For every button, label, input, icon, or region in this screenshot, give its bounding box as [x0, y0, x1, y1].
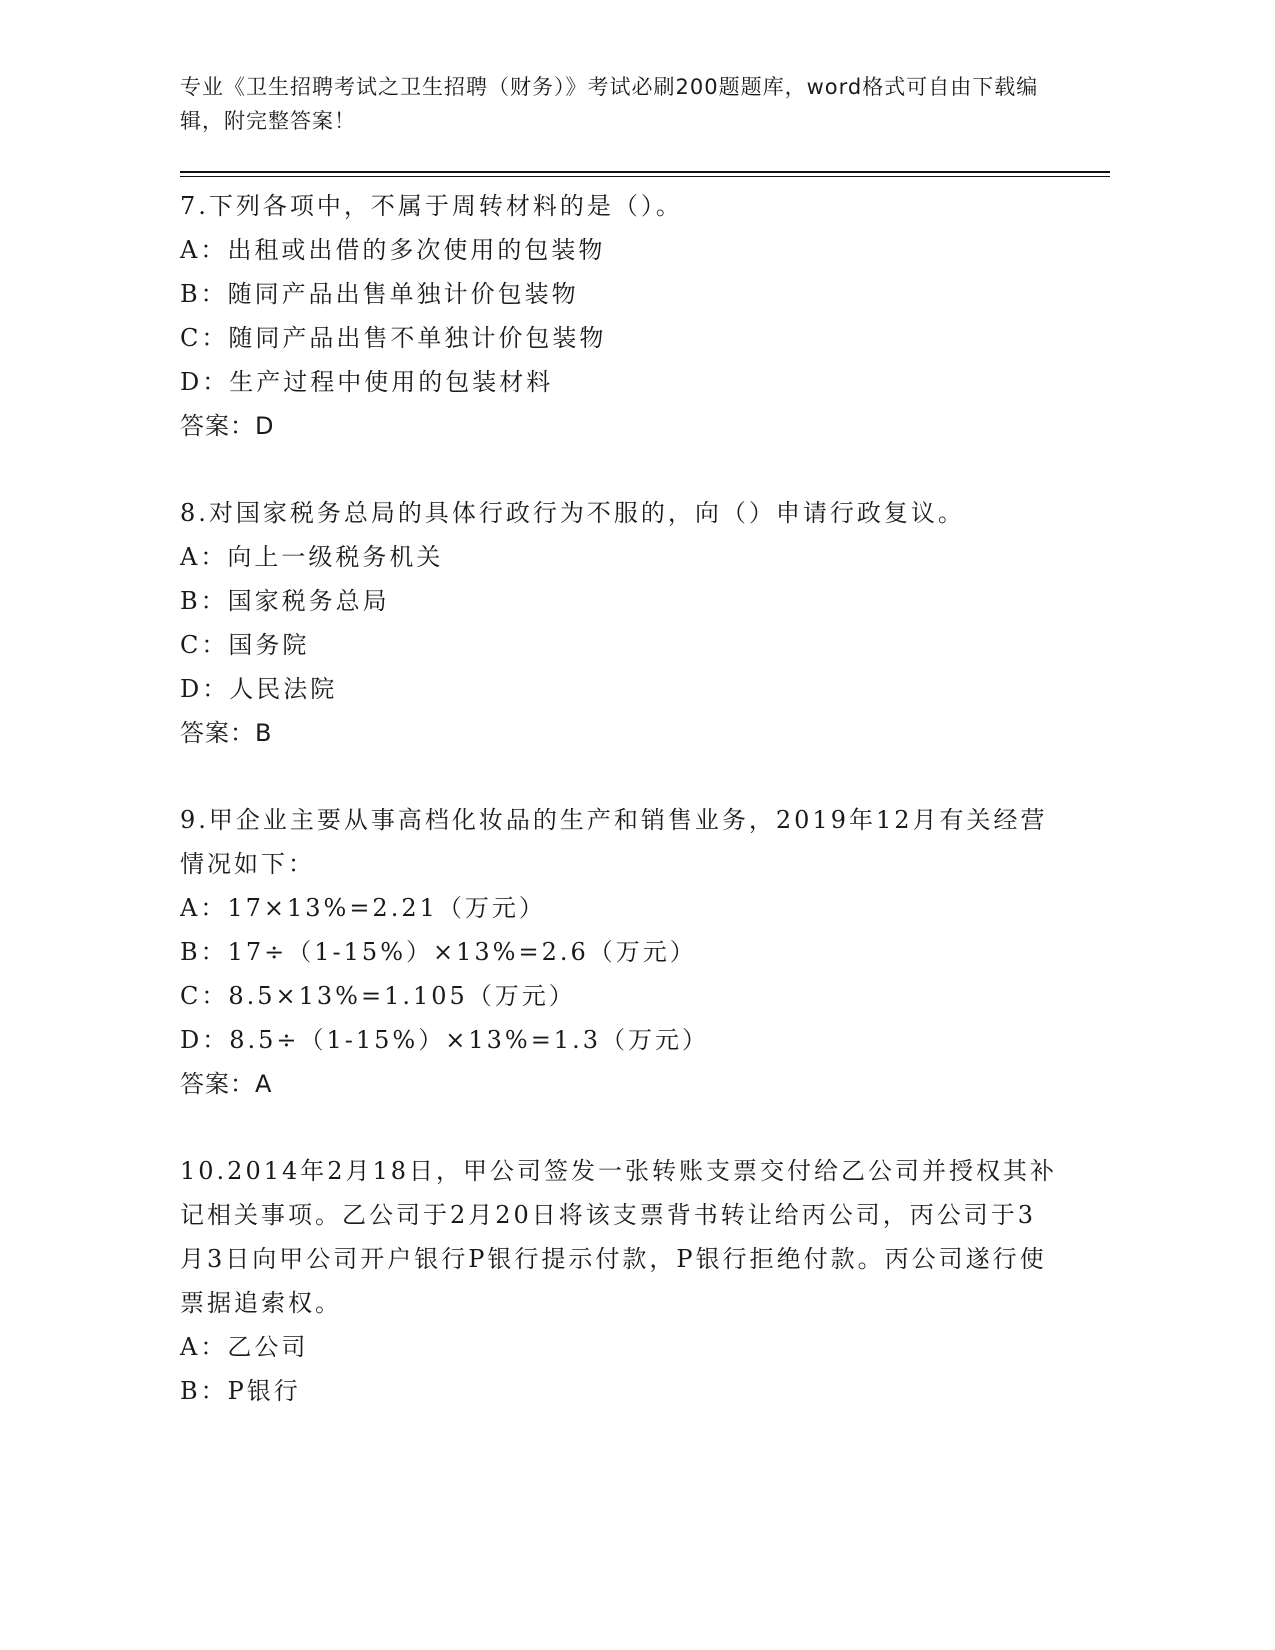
option-d: D：生产过程中使用的包装材料 [180, 368, 554, 396]
option-b: B：P银行 [180, 1377, 301, 1405]
question-8 [180, 491, 1060, 755]
question-10 [180, 1149, 1060, 1413]
option-c: C：随同产品出售不单独计价包装物 [180, 324, 607, 352]
question-list [180, 184, 1060, 1413]
option-b: B：17÷（1-15%）×13%=2.6（万元） [180, 938, 697, 966]
answer: 答案：A [180, 1070, 273, 1098]
question-spacer [180, 1106, 1060, 1149]
option-a: A：乙公司 [180, 1333, 309, 1361]
header-rule-thin [180, 176, 1110, 177]
option-a: A：向上一级税务机关 [180, 543, 444, 571]
question-spacer [180, 448, 1060, 491]
option-d: D：人民法院 [180, 675, 338, 703]
question-7 [180, 184, 1060, 448]
option-c: C：国务院 [180, 631, 310, 659]
question-text: 7.下列各项中，不属于周转材料的是（）。 [180, 192, 683, 220]
answer: 答案：D [180, 412, 275, 440]
option-c: C：8.5×13%=1.105（万元） [180, 982, 576, 1010]
question-9 [180, 798, 1060, 1106]
option-a: A：出租或出借的多次使用的包装物 [180, 236, 606, 264]
question-text: 9.甲企业主要从事高档化妆品的生产和销售业务，2019年12月有关经营情况如下： [180, 806, 1048, 878]
question-text: 8.对国家税务总局的具体行政行为不服的，向（）申请行政复议。 [180, 499, 965, 527]
header-rule-thick [180, 171, 1110, 173]
question-text: 10.2014年2月18日，甲公司签发一张转账支票交付给乙公司并授权其补记相关事项。乙公司于2月20日将该支票背书转让给丙公司，丙公司于3月3日向甲公司开户银行P银行提示付款，P银行拒绝付款。丙公司遂行使票据追索权。 [180, 1157, 1058, 1317]
option-b: B：国家税务总局 [180, 587, 390, 615]
option-d: D：8.5÷（1-15%）×13%=1.3（万元） [180, 1026, 709, 1054]
document-header: 专业《卫生招聘考试之卫生招聘（财务）》考试必刷200题题库，word格式可自由下载编辑，附完整答案！ [180, 75, 1039, 133]
option-a: A：17×13%=2.21（万元） [180, 894, 546, 922]
option-b: B：随同产品出售单独计价包装物 [180, 280, 579, 308]
answer: 答案：B [180, 719, 273, 747]
question-spacer [180, 755, 1060, 798]
